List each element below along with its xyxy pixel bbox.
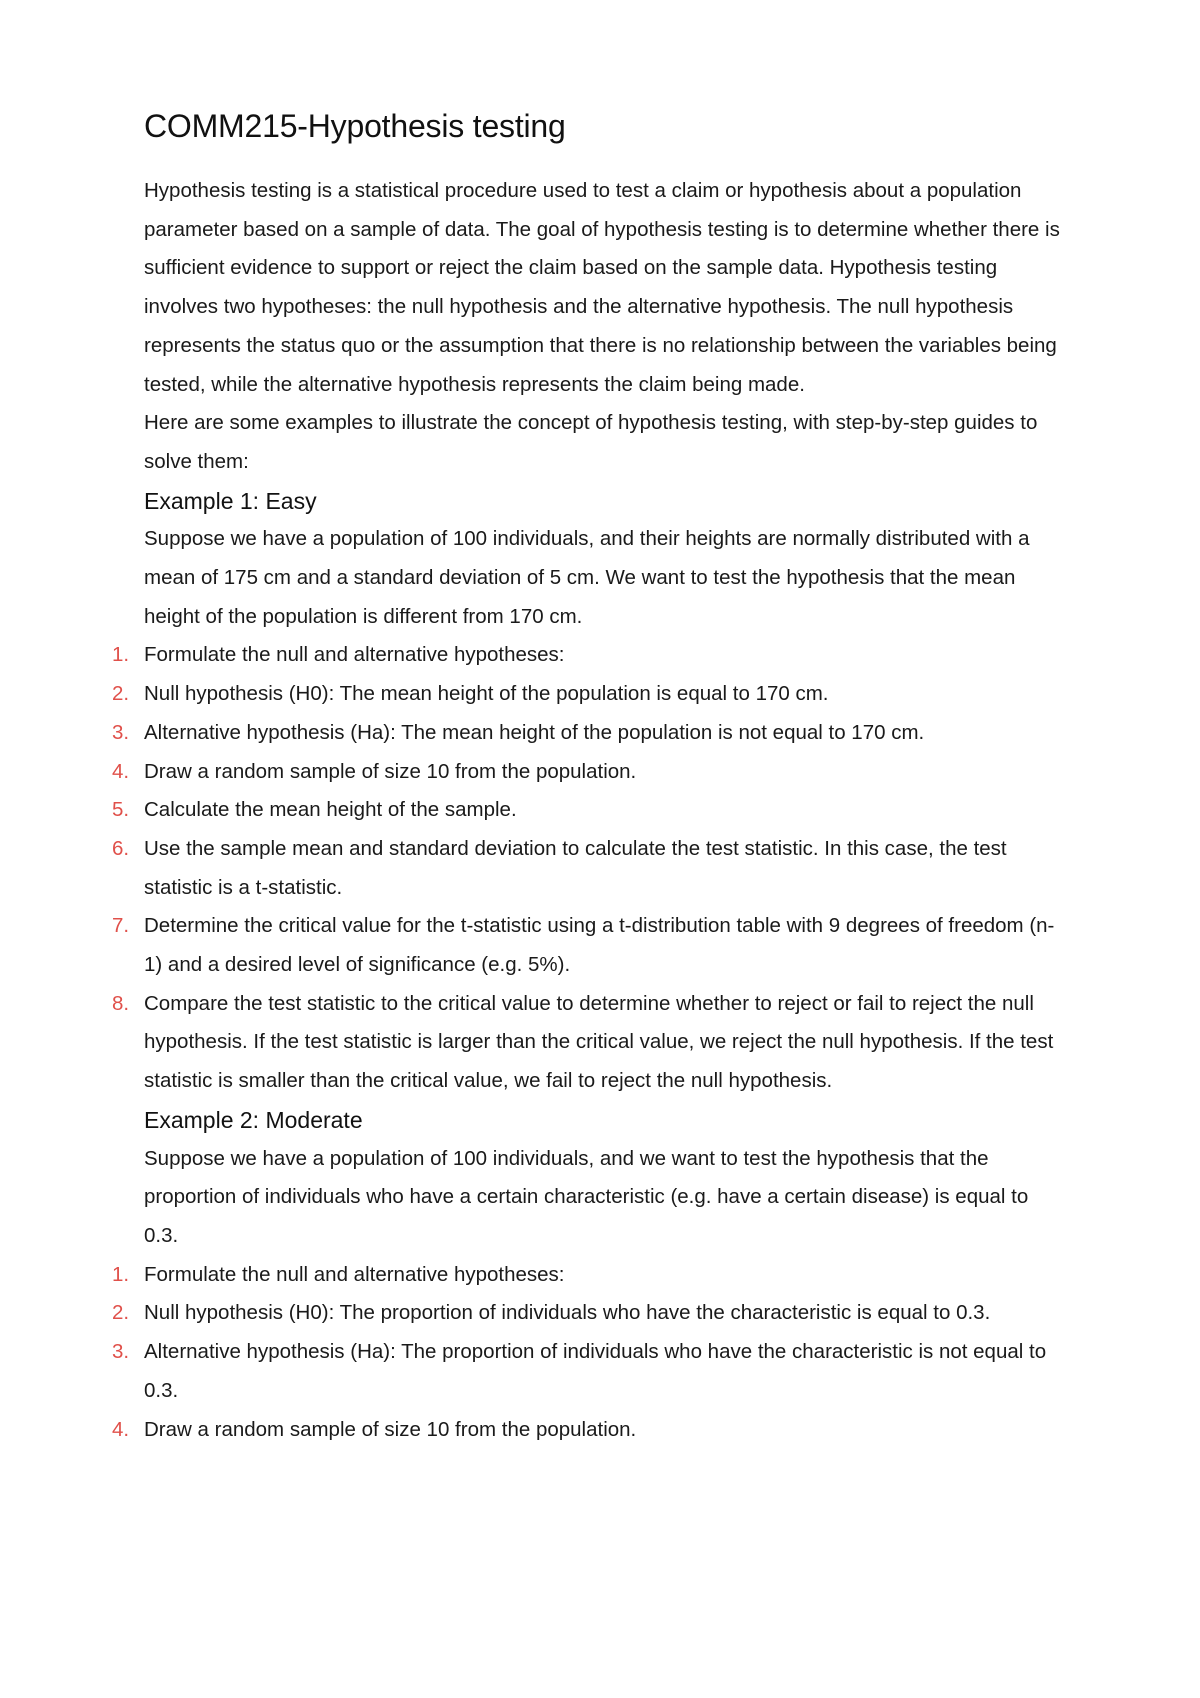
list-number: 2. — [112, 682, 130, 706]
list-item-text: Draw a random sample of size 10 from the population. — [144, 759, 637, 783]
list-item-text: Null hypothesis (H0): The mean height of the population is equal to 170 cm. — [144, 682, 829, 706]
example-2-section — [112, 1101, 1064, 1449]
list-item-text: Null hypothesis (H0): The proportion of individuals who have the characteristic is equal to 0.3. — [144, 1301, 991, 1325]
list-item — [112, 1411, 1064, 1450]
example-description: Suppose we have a population of 100 individuals, and their heights are normally distributed with a mean of 175 cm and a standard deviation of 5 cm. We want to test the hypothesis that the mean height of the population is different from 170 cm. — [144, 527, 1030, 628]
list-item — [112, 985, 1064, 1101]
example-steps-list — [112, 1256, 1064, 1450]
list-item-text: Calculate the mean height of the sample. — [144, 798, 517, 822]
list-item — [112, 714, 1064, 753]
list-number: 1. — [112, 643, 130, 667]
list-item — [112, 1294, 1064, 1333]
list-item — [112, 753, 1064, 792]
list-item-text: Formulate the null and alternative hypotheses: — [144, 1262, 565, 1286]
intro-paragraph: Hypothesis testing is a statistical procedure used to test a claim or hypothesis about a population parameter based on a sample of data. The goal of hypothesis testing is to determine whether there is sufficient evidence to support or reject the claim based on the sample data. Hypothesis testing involves two hypotheses: the null hypothesis and the alternative hypothesis. The null hypothesis represents the status quo or the assumption that there is no relationship between the variables being tested, while the alternative hypothesis represents the claim being made. — [144, 179, 1060, 396]
list-item — [112, 1256, 1064, 1295]
list-number: 1. — [112, 1262, 130, 1286]
list-item-text: Draw a random sample of size 10 from the population. — [144, 1417, 637, 1441]
list-item — [112, 1333, 1064, 1410]
list-item — [112, 675, 1064, 714]
list-item — [112, 907, 1064, 984]
list-number: 3. — [112, 1340, 130, 1364]
example-steps-list — [112, 636, 1064, 1100]
intro-lead-in: Here are some examples to illustrate the concept of hypothesis testing, with step-by-step guides to solve them: — [144, 411, 1038, 473]
document-body — [112, 100, 1064, 1449]
document-title: COMM215-Hypothesis testing — [144, 108, 566, 144]
list-number: 8. — [112, 991, 130, 1015]
list-item — [112, 830, 1064, 907]
list-number: 5. — [112, 798, 130, 822]
list-number: 7. — [112, 914, 130, 938]
list-item-text: Determine the critical value for the t-statistic using a t-distribution table with 9 degrees of freedom (n-1) and a desired level of significance (e.g. 5%). — [144, 914, 1055, 977]
list-number: 4. — [112, 759, 130, 783]
example-description: Suppose we have a population of 100 individuals, and we want to test the hypothesis that the proportion of individuals who have a certain characteristic (e.g. have a certain disease) is equal to 0.3. — [144, 1146, 1029, 1247]
list-number: 6. — [112, 836, 130, 860]
list-number: 4. — [112, 1417, 130, 1441]
example-heading: Example 1: Easy — [144, 487, 317, 514]
list-item — [112, 636, 1064, 675]
list-number: 2. — [112, 1301, 130, 1325]
list-number: 3. — [112, 720, 130, 744]
list-item-text: Use the sample mean and standard deviation to calculate the test statistic. In this case, the test statistic is a t-statistic. — [144, 836, 1007, 899]
example-1-section — [112, 482, 1064, 1101]
list-item-text: Formulate the null and alternative hypotheses: — [144, 643, 565, 667]
list-item-text: Alternative hypothesis (Ha): The mean height of the population is not equal to 170 cm. — [144, 720, 925, 744]
list-item-text: Alternative hypothesis (Ha): The proportion of individuals who have the characteristic is not equal to 0.3. — [144, 1340, 1047, 1402]
list-item-text: Compare the test statistic to the critical value to determine whether to reject or fail to reject the null hypothesis. If the test statistic is larger than the critical value, we reject the null hypothesis. If the test statistic is smaller than the critical value, we fail to reject the null hypothesis. — [144, 991, 1054, 1093]
list-item — [112, 791, 1064, 830]
example-heading: Example 2: Moderate — [144, 1106, 363, 1133]
